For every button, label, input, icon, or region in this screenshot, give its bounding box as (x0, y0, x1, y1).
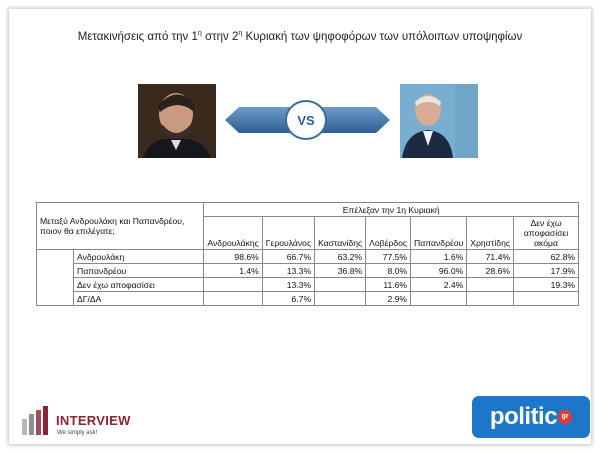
table-corner-label: Μεταξύ Ανδρουλάκη και Παπανδρέου, ποιον θα επιλέγατε; (37, 203, 204, 250)
table-cell: 6.7% (262, 292, 314, 306)
interview-logo-tagline: We simply ask! (57, 430, 98, 436)
column-header: Δεν έχω αποφασίσει ακόμα (514, 217, 579, 250)
table-cell: 2.9% (366, 292, 411, 306)
column-header: Λοβέρδος (366, 217, 411, 250)
versus-badge: VS (287, 102, 325, 138)
table-cell (204, 292, 262, 306)
table-row (37, 278, 579, 292)
table-cell (467, 292, 514, 306)
table-row (37, 250, 579, 264)
politic-logo-badge: gr (558, 410, 572, 424)
table-cell: 98.6% (204, 250, 262, 264)
table-cell: 13.3% (262, 278, 314, 292)
row-group-spacer (37, 250, 74, 306)
table-cell: 19.3% (514, 278, 579, 292)
interview-logo (20, 405, 150, 441)
row-label: Ανδρουλάκη (74, 250, 204, 264)
column-header: Χρηστίδης (467, 217, 514, 250)
column-header: Ανδρουλάκης (204, 217, 262, 250)
table-cell: 66.7% (262, 250, 314, 264)
politic-logo-name: politic (489, 403, 558, 430)
candidate-photo-right (400, 84, 478, 158)
table-row (37, 292, 579, 306)
table-cell: 13.3% (262, 264, 314, 278)
row-label: ΔΓ/ΔΑ (74, 292, 204, 306)
table-cell (467, 278, 514, 292)
table-cell: 63.2% (315, 250, 366, 264)
crosstab-table (36, 202, 579, 306)
table-cell: 1.6% (411, 250, 467, 264)
page-title: Μετακινήσεις από την $1^\eta$ στην $2^\eta$ Κυριακή των ψηφοφόρων των υπόλοιπων υποψηφίων (77, 30, 523, 43)
table-cell: 71.4% (467, 250, 514, 264)
table-cell (411, 292, 467, 306)
table-cell (514, 292, 579, 306)
row-label: Παπανδρέου (74, 264, 204, 278)
table-cell (204, 278, 262, 292)
politic-logo (472, 396, 590, 438)
table-cell: 77.5% (366, 250, 411, 264)
table-cell: 96.0% (411, 264, 467, 278)
table-cell: 17.9% (514, 264, 579, 278)
table-cell: 1.4% (204, 264, 262, 278)
table-cell: 36.8% (315, 264, 366, 278)
bars-logo-icon (20, 405, 54, 439)
candidate-photo-left (138, 84, 216, 158)
table-cell: 62.8% (514, 250, 579, 264)
interview-logo-name: INTERVIEW (56, 413, 131, 428)
table-cell (315, 278, 366, 292)
table-cell (315, 292, 366, 306)
table-group-header: Επέλεξαν την 1η Κυριακή (204, 203, 579, 217)
column-header: Γερουλάνος (262, 217, 314, 250)
table-cell: 8.0% (366, 264, 411, 278)
row-label: Δεν έχω αποφασίσει (74, 278, 204, 292)
column-header: Παπανδρέου (411, 217, 467, 250)
table-cell: 11.6% (366, 278, 411, 292)
column-header: Καστανίδης (315, 217, 366, 250)
table-cell: 28.6% (467, 264, 514, 278)
table-row (37, 264, 579, 278)
table-cell: 2.4% (411, 278, 467, 292)
